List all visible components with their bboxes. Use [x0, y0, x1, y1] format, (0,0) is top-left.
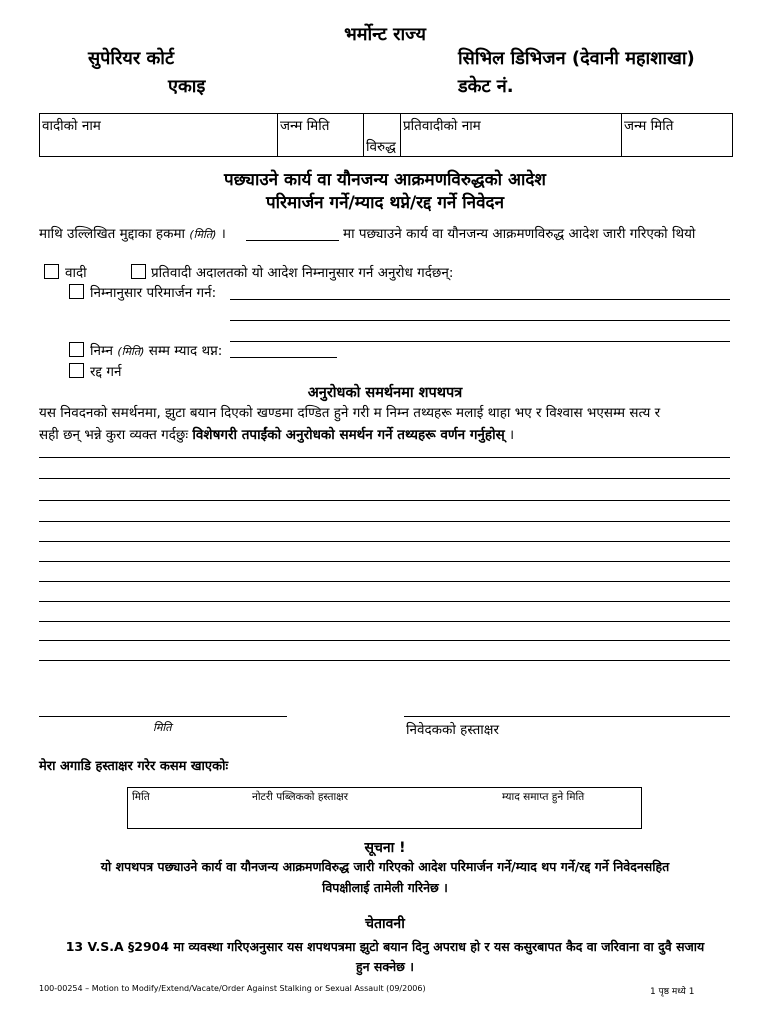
modify-label: निम्नानुसार परिमार्जन गर्न: [90, 285, 217, 301]
affidavit-declaration: सही छन् भन्ने कुरा व्यक्त गर्दछुः [39, 427, 189, 443]
docket-label: डकेट नं. [458, 76, 514, 97]
affidavit-text-line2 [39, 425, 739, 443]
defendant-name-label: प्रतिवादीको नाम [403, 118, 481, 134]
form-title-line2: परिमार्जन गर्ने/म्याद थप्ने/रद्द गर्ने निवेदन [265, 193, 505, 213]
affidavit-instruction: विशेषगरी तपाईंको अनुरोधको समर्थन गर्ने तथ्यहरू वर्णन गर्नुहोस् [192, 427, 505, 443]
notice-text-line2: विपक्षीलाई तामेली गरिनेछ । [322, 880, 448, 895]
notary-signature-cell[interactable] [248, 788, 498, 828]
extend-suffix: सम्म म्याद थप्न: [148, 343, 223, 359]
form-title-line1: पछ्याउने कार्य वा यौनजन्य आक्रमणविरुद्धको आदेश [224, 170, 546, 190]
parties-table [39, 113, 733, 157]
order-date-hint: (मिति) [189, 228, 217, 241]
affidavit-end: । [509, 427, 515, 443]
state-heading: भर्मोन्ट राज्य [344, 24, 426, 45]
extend-prefix: निम्न [90, 343, 114, 359]
footer-page-number: 1 पृष्ठ मध्ये 1 [650, 987, 695, 997]
defendant-dob-cell[interactable] [622, 114, 732, 156]
footer-form-id: 100-00254 – Motion to Modify/Extend/Vacate/Order Against Stalking or Sexual Assault (09/2006) [39, 984, 426, 993]
affidavit-line[interactable] [39, 601, 730, 602]
order-date-field[interactable] [246, 240, 339, 241]
warning-heading: चेतावनी [365, 916, 405, 932]
affidavit-line[interactable] [39, 500, 730, 501]
affidavit-heading: अनुरोधको समर्थनमा शपथपत्र [307, 385, 463, 401]
court-heading: सुपेरियर कोर्ट [88, 48, 175, 69]
affidavit-line[interactable] [39, 457, 730, 458]
order-after-text: मा पछ्याउने कार्य वा यौनजन्य आक्रमणविरुद्ध आदेश जारी गरिएको थियो [343, 226, 696, 242]
modify-line-1[interactable] [230, 299, 730, 300]
notary-box [127, 787, 642, 829]
warning-text-line1: 13 V.S.A §2904 मा व्यवस्था गरिएअनुसार यस शपथपत्रमा झुटो बयान दिनु अपराध हो र यस कसुरबापत कैद वा जरिवाना वा दुवै सजाय [65, 939, 705, 954]
order-separator: । [220, 226, 226, 242]
order-before-text: माथि उल्लिखित मुद्दाका हकमा [39, 226, 186, 242]
defendant-dob-label: जन्म मिति [624, 118, 674, 134]
extend-label [90, 341, 222, 359]
affidavit-text-line1: यस निवदनको समर्थनमा, झुटा बयान दिएको खण्डमा दण्डित हुने गरी म निम्न तथ्यहरू मलाई थाहा भए र विश्वास भएसम्म सत्य र [39, 405, 661, 421]
plaintiff-dob-label: जन्म मिति [280, 118, 330, 134]
plaintiff-name-cell[interactable] [40, 114, 278, 156]
affidavit-line[interactable] [39, 561, 730, 562]
versus-cell [364, 114, 401, 156]
affidavit-line[interactable] [39, 660, 730, 661]
affidavit-line[interactable] [39, 478, 730, 479]
modify-checkbox[interactable] [69, 284, 84, 299]
notary-date-cell[interactable] [128, 788, 248, 828]
extend-date-field[interactable] [230, 357, 337, 358]
affidavit-line[interactable] [39, 581, 730, 582]
vacate-checkbox[interactable] [69, 363, 84, 378]
order-statement [39, 224, 226, 242]
defendant-request-text: प्रतिवादी अदालतको यो आदेश निम्नानुसार गर्न अनुरोध गर्दछन्: [151, 265, 454, 281]
sworn-label: मेरा अगाडि हस्ताक्षर गरेर कसम खाएकोः [39, 759, 229, 774]
applicant-signature-field[interactable] [404, 716, 730, 717]
plaintiff-checkbox[interactable] [44, 264, 59, 279]
applicant-signature-label: निवेदकको हस्ताक्षर [406, 722, 499, 738]
extend-checkbox[interactable] [69, 342, 84, 357]
versus-label: विरुद्ध [366, 139, 396, 155]
signature-date-field[interactable] [39, 716, 287, 717]
plaintiff-checkbox-label: वादी [65, 265, 87, 281]
affidavit-line[interactable] [39, 621, 730, 622]
extend-date-hint: (मिति) [117, 345, 145, 358]
plaintiff-dob-cell[interactable] [278, 114, 364, 156]
notary-signature-label: नोटरी पब्लिकको हस्ताक्षर [252, 791, 349, 803]
modify-line-3[interactable] [230, 341, 730, 342]
notice-text-line1: यो शपथपत्र पछ्याउने कार्य वा यौनजन्य आक्रमणविरुद्ध जारी गरिएको आदेश परिमार्जन गर्ने/म्याद थप गर्ने/रद्द गर्ने निवेदनसहित [100, 859, 670, 874]
notary-date-label: मिति [132, 791, 150, 803]
notice-heading: सूचना ! [364, 840, 406, 856]
modify-line-2[interactable] [230, 320, 730, 321]
commission-expiry-label: म्याद समाप्त हुने मिति [502, 791, 585, 803]
signature-date-label: मिति [153, 721, 172, 734]
vacate-label: रद्द गर्न [90, 364, 122, 380]
affidavit-line[interactable] [39, 541, 730, 542]
affidavit-line[interactable] [39, 640, 730, 641]
warning-text-line2: हुन सक्नेछ । [355, 959, 415, 974]
defendant-name-cell[interactable] [401, 114, 622, 156]
defendant-checkbox[interactable] [131, 264, 146, 279]
plaintiff-name-label: वादीको नाम [42, 118, 101, 134]
unit-label: एकाइ [168, 76, 206, 97]
division-heading: सिभिल डिभिजन (देवानी महाशाखा) [458, 48, 695, 69]
commission-expiry-cell[interactable] [498, 788, 641, 828]
affidavit-line[interactable] [39, 521, 730, 522]
